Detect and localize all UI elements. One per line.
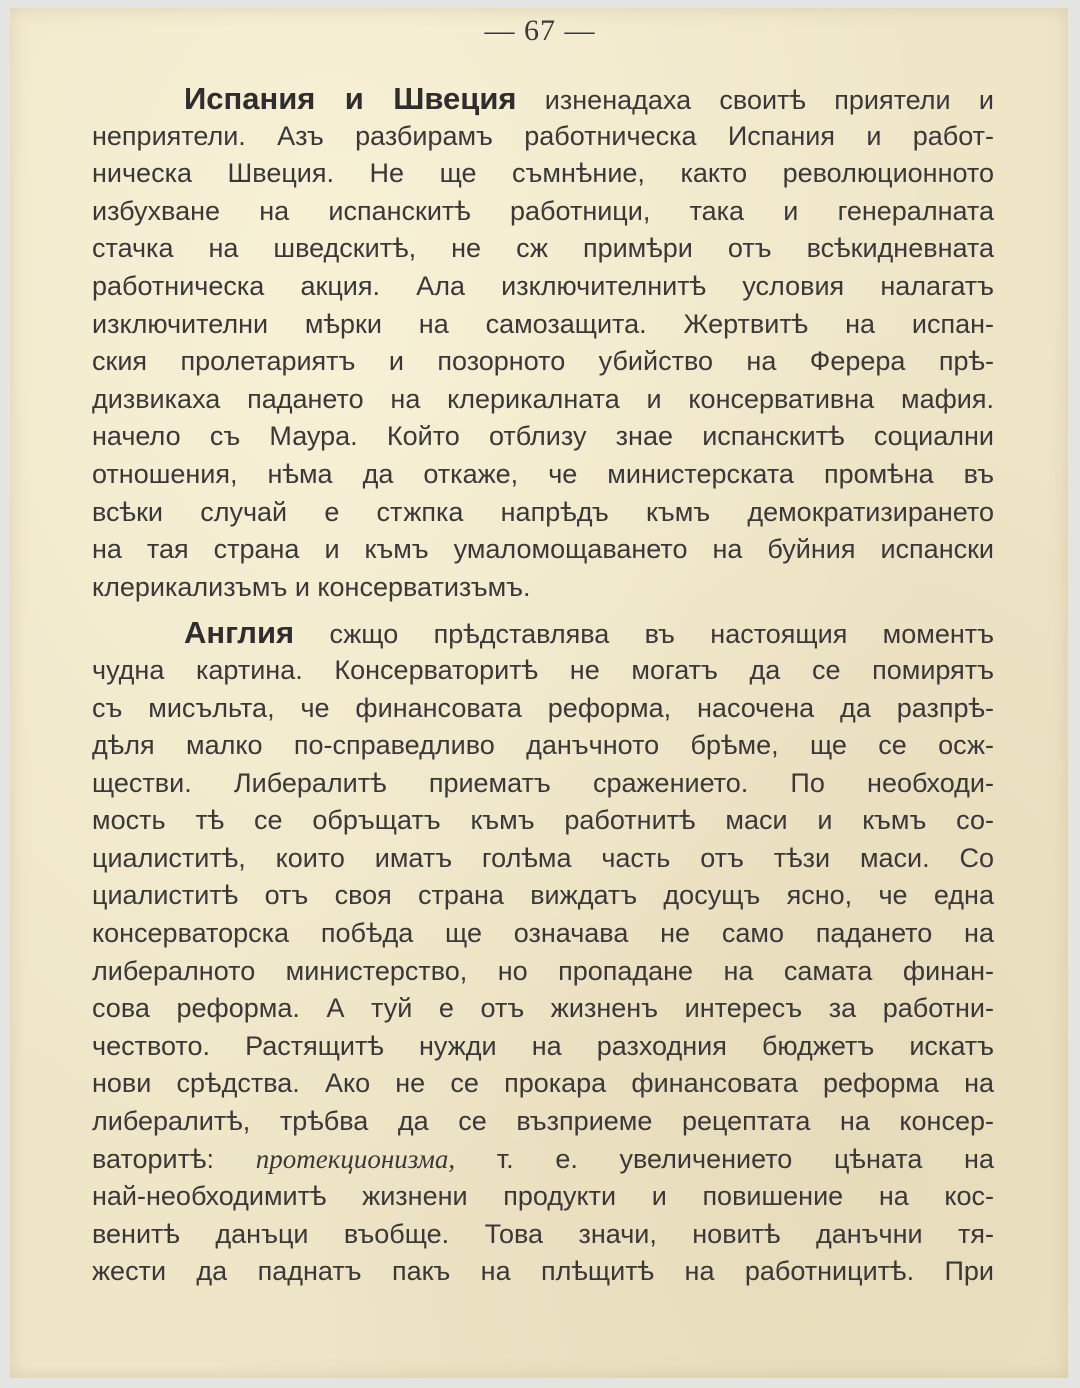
paragraph-line: начело съ Маура. Който отблизу знае испанскитѣ социални	[92, 421, 994, 452]
paragraph-text: ваторитѣ:	[92, 1143, 256, 1174]
paragraph-line: сова реформа. А туй е отъ жизненъ интересъ за работни-	[92, 993, 994, 1024]
paragraph-text: изненадаха своитѣ приятели и	[516, 85, 995, 115]
paragraph-line: либералитѣ, трѣбва да се възприеме рецептата на консер-	[92, 1106, 994, 1137]
page-number: — 67 —	[484, 14, 596, 47]
paragraph-line: циалиститѣ, които иматъ голѣма часть отъ тѣзи маси. Со	[92, 842, 994, 873]
paragraph-line: съ мисъльта, че финансовата реформа, насочена да разпрѣ-	[92, 692, 994, 723]
paragraph-line: избухване на испанскитѣ работници, така и генералната	[92, 195, 994, 226]
paragraph-1-line-1	[92, 80, 994, 118]
heading-england: Англия	[184, 615, 295, 651]
paragraph-line: дизвикаха падането на клерикалната и консервативна мафия.	[92, 383, 994, 414]
paragraph-line-with-italic	[92, 1141, 994, 1179]
paragraph-line: отношения, нѣма да откаже, че министерската промѣна въ	[92, 458, 994, 489]
paragraph-line: работническа акция. Ала изключителнитѣ условия налагатъ	[92, 270, 994, 301]
paragraph-line: ществи. Либералитѣ приематъ сражението. По необходи-	[92, 767, 994, 798]
page-text	[92, 80, 994, 1291]
paragraph-gap	[92, 606, 994, 614]
paragraph-line: всѣки случай е стжпка напрѣдъ къмъ демократизирането	[92, 496, 994, 527]
paragraph-line: циалиститѣ отъ своя страна виждатъ досущъ ясно, че една	[92, 880, 994, 911]
paragraph-line: на тая страна и къмъ умаломощаването на буйния испански	[92, 534, 994, 565]
heading-spain-sweden: Испания и Швеция	[184, 81, 517, 116]
paragraph-line: ския пролетариятъ и позорното убийство на Ферера прѣ-	[92, 346, 994, 377]
paragraph-text: т. е. увеличението цѣната на	[455, 1143, 994, 1174]
paragraph-2-line-1	[92, 614, 994, 652]
paragraph-line: мость тѣ се обръщатъ къмъ работнитѣ маси и къмъ со-	[92, 805, 994, 836]
paragraph-line: клерикализъмъ и консерватизъмъ.	[92, 571, 531, 602]
paragraph-line: жести да паднатъ пакъ на плѣщитѣ на работницитѣ. При	[92, 1256, 994, 1287]
paragraph-line: чудна картина. Консерваторитѣ не могатъ да се помирятъ	[92, 654, 994, 685]
paragraph-line: изключителни мѣрки на самозащита. Жертвитѣ на испан-	[92, 308, 994, 339]
paragraph-line: либералното министерство, но пропадане на самата финан-	[92, 955, 994, 986]
italic-term: протекционизма,	[255, 1143, 456, 1174]
paragraph-text: сжщо прѣдставлява въ настоящия моментъ	[294, 619, 994, 650]
paragraph-line: ническа Швеция. Не ще съмнѣние, както революционното	[92, 158, 994, 189]
paragraph-line: стачка на шведскитѣ, не сж примѣри отъ всѣкидневната	[92, 233, 994, 264]
paragraph-line: неприятели. Азъ разбирамъ работническа Испания и работ-	[92, 120, 994, 151]
paragraph-line: консерваторска побѣда ще означава не само падането на	[92, 918, 994, 949]
paragraph-line: венитѣ данъци въобще. Това значи, новитѣ данъчни тя-	[92, 1218, 994, 1249]
paragraph-line: най-необходимитѣ жизнени продукти и повишение на кос-	[92, 1181, 994, 1212]
paragraph-line: нови срѣдства. Ако не се прокара финансовата реформа на	[92, 1068, 994, 1099]
paragraph-line: дѣля малко по-справедливо данъчното брѣме, ще се осж-	[92, 730, 994, 761]
paragraph-line: чеството. Растящитѣ нужди на разходния бюджетъ искатъ	[92, 1030, 994, 1061]
